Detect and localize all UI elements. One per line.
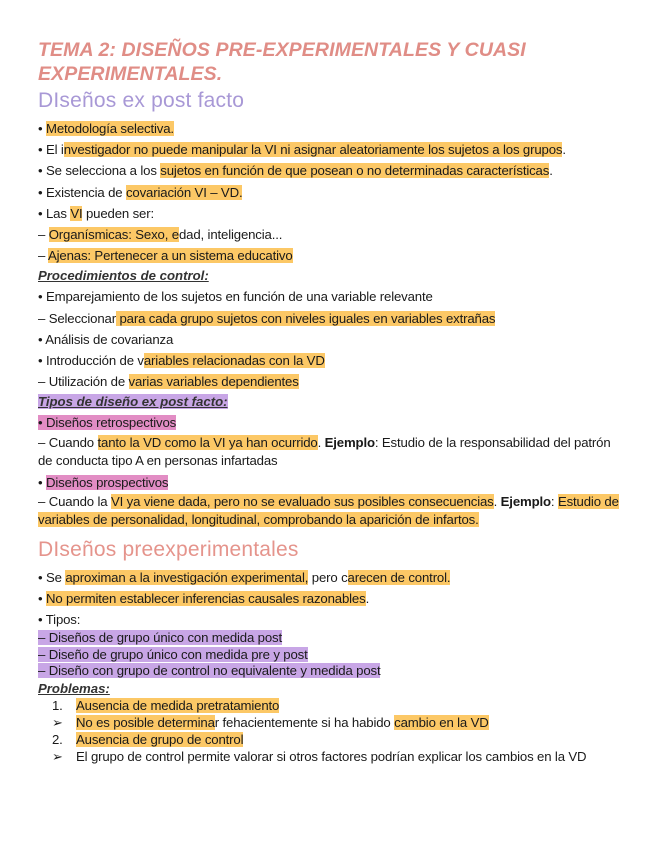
paragraph-prospectivos: – Cuando la VI ya viene dada, pero no se evaluado sus posibles consecuencias. Ejemplo: Estudio de variables de personalidad, longitudinal, comprobando la aparición de infartos. xyxy=(38,493,619,527)
bullet-introduccion: • Introducción de variables relacionadas con la VD xyxy=(38,353,325,369)
item-grupo-control: – Diseño con grupo de control no equivalente y medida post xyxy=(38,663,381,679)
bullet-prospectivos: • Diseños prospectivos xyxy=(38,474,169,490)
problem-2: 2. Ausencia de grupo de control xyxy=(52,731,244,747)
item-organismicas: – Organísmicas: Sexo, edad, inteligencia... xyxy=(38,227,283,243)
bullet-analisis: • Análisis de covarianza xyxy=(38,331,174,347)
subheading-procedimientos: Procedimientos de control: xyxy=(38,268,209,284)
item-grupo-unico-post: – Diseños de grupo único con medida post xyxy=(38,630,282,646)
subheading-tipos: Tipos de diseño ex post facto: xyxy=(38,394,228,410)
bullet-inferencias: • No permiten establecer inferencias causales razonables. xyxy=(38,591,370,607)
bullet-tipos: • Tipos: xyxy=(38,612,81,628)
problem-1-detail: ➢ No es posible determinar fehacientemente si ha habido cambio en la VD xyxy=(52,714,489,730)
item-ajenas: – Ajenas: Pertenecer a un sistema educativo xyxy=(38,248,293,264)
bullet-aproximan: • Se aproximan a la investigación experimental, pero carecen de control. xyxy=(38,569,451,585)
item-utilizacion: – Utilización de varias variables dependientes xyxy=(38,374,299,390)
bullet-metodologia: • Metodología selectiva. xyxy=(38,121,174,136)
section-heading-preexperimentales: DIseños preexperimentales xyxy=(38,537,299,561)
bullet-emparejamiento: • Emparejamiento de los sujetos en función de una variable relevante xyxy=(38,289,433,305)
subheading-problemas: Problemas: xyxy=(38,680,110,696)
document-title: TEMA 2: DISEÑOS PRE-EXPERIMENTALES Y CUASI EXPERIMENTALES. xyxy=(38,39,526,85)
item-seleccionar: – Seleccionar para cada grupo sujetos con niveles iguales en variables extrañas xyxy=(38,310,496,326)
bullet-retrospectivos: • Diseños retrospectivos xyxy=(38,415,177,431)
bullet-seleccion: • Se selecciona a los sujetos en función de que posean o no determinadas características. xyxy=(38,163,553,179)
bullet-investigador: • El investigador no puede manipular la VI ni asignar aleatoriamente los sujetos a los grupos. xyxy=(38,142,566,158)
bullet-covariacion: • Existencia de covariación VI – VD. xyxy=(38,184,243,200)
problem-1: 1. Ausencia de medida pretratamiento xyxy=(52,697,280,713)
paragraph-retrospectivos: – Cuando tanto la VD como la VI ya han ocurrido. Ejemplo: Estudio de la responsabilidad del patrón de conducta tipo A en personas infartadas xyxy=(38,434,611,468)
bullet-vi-tipos: • Las VI pueden ser: xyxy=(38,205,155,221)
section-heading-ex-post-facto: DIseños ex post facto xyxy=(38,89,245,112)
problem-2-detail: ➢ El grupo de control permite valorar si otros factores podrían explicar los cambios en la VD xyxy=(52,748,587,764)
item-grupo-unico-pre-post: – Diseño de grupo único con medida pre y post xyxy=(38,646,308,662)
